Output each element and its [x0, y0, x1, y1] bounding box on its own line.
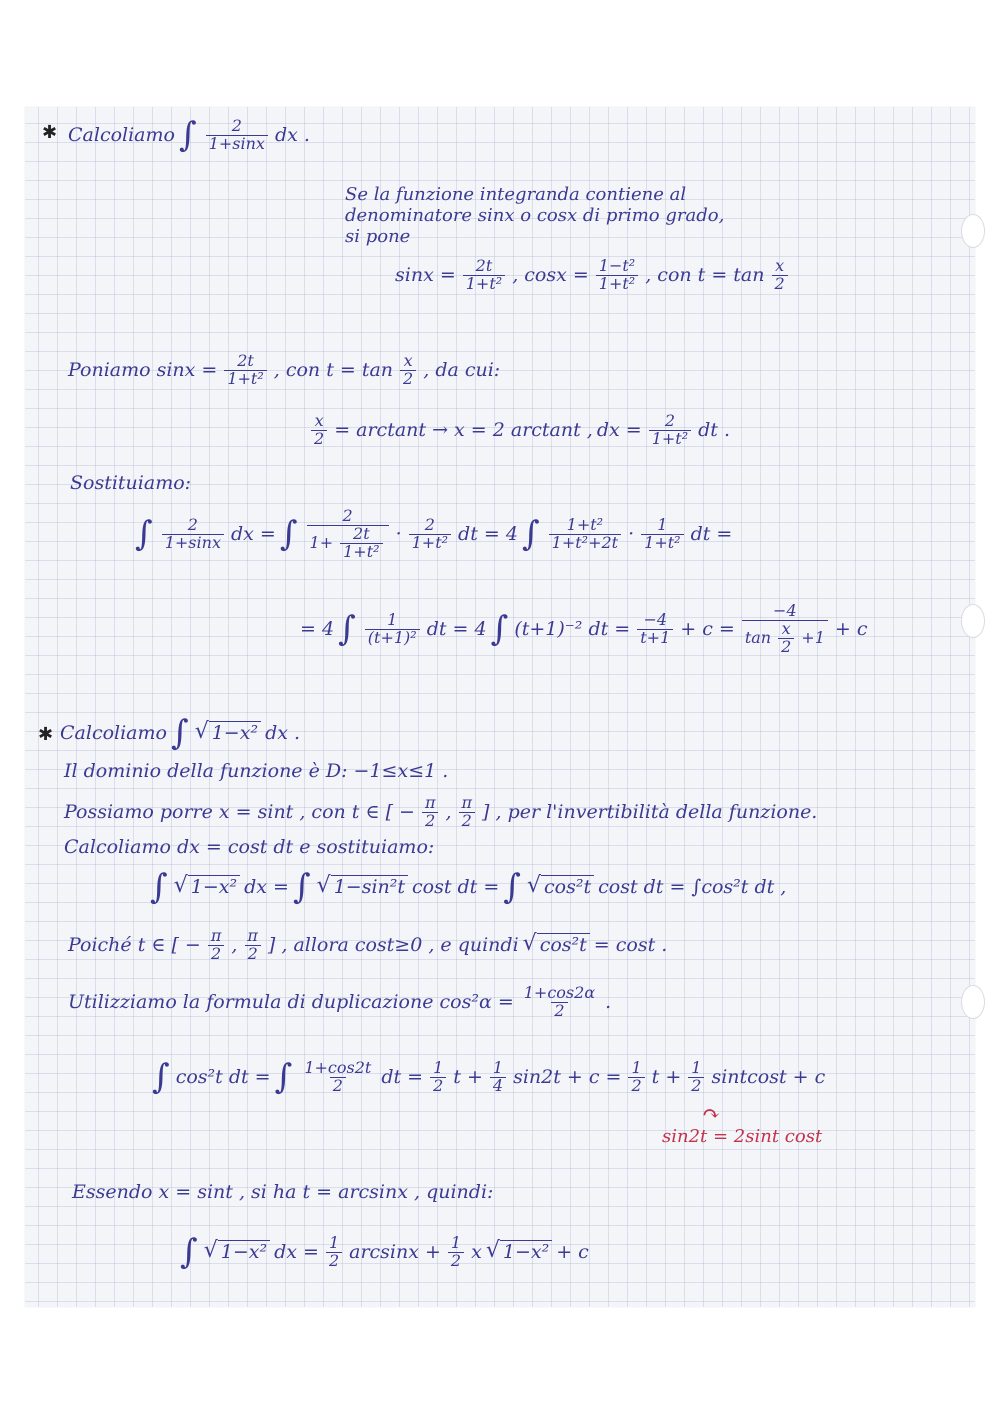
note-line-1: Se la funzione integranda contiene al — [345, 184, 687, 205]
essendo-line: Essendo x = sint , si ha t = arcsinx , quindi: — [72, 1181, 494, 1203]
poniamo-line: Poniamo sinx = $\frac{2t}{\text{1+t²}}$ , con t = tan $\frac{x}{2}$ , da cui: — [68, 351, 501, 388]
red-arrow-icon: ↷ — [702, 1102, 721, 1127]
binder-hole-middle — [961, 604, 985, 638]
integral-sign: ∫ — [178, 115, 197, 155]
substitution-line-2: = 4 ∫ $\frac{1}{\text{(t+1)²}}$ dt = 4 ∫ (t+1)⁻² dt = $\frac{-4}{t+1}$ + c = −4 tan $\frac{x}{2}$ +1 + c — [300, 601, 868, 656]
cos2-integral-line: ∫ cos²t dt = ∫ $\frac{1+\cos 2t}{2}$ dt = $\frac{1}{2}$ t + $\frac{1}{4}$ sin2t + c = $\frac{1}{2}$ t + $\frac{1}{2}$ sintcost + c — [152, 1057, 826, 1097]
binder-hole-top — [961, 214, 985, 248]
bullet-star-icon: ✱ — [38, 724, 54, 745]
binder-hole-bottom — [961, 985, 985, 1019]
arctan-line: $\frac{x}{2}$ = arctant → x = 2 arctant , dx = $\frac{2}{\text{1+t²}}$ dt . — [308, 413, 730, 448]
final-result-line: ∫ √ 1−x² dx = $\frac{1}{2}$ arcsinx + $\frac{1}{2}$ x √ 1−x² + c — [180, 1232, 589, 1272]
note-line-3: si pone — [345, 226, 411, 247]
calcoliamo-dx-line: Calcoliamo dx = cost dt e sostituiamo: — [64, 836, 435, 858]
fraction: $\frac{2}{1+\sin x}$ — [206, 118, 268, 153]
exercise-2-title: Calcoliamo ∫ √ 1−x² dx . — [60, 713, 301, 753]
substitution-line-1: ∫ $\frac{2}{1+\sin x}$ dx = ∫ 2 1+ $\frac{2t}{\text{1+t²}}$ · $\frac{2}{\text{1+t²}}$ dt = 4 ∫ $\frac{\text{1+t²}}{\text{1+t²+2t}}$ · $\frac{1}{\text{1+t²}}$ dt = — [135, 506, 733, 561]
possiamo-line: Possiamo porre x = sint , con t ∈ [ − $\frac{\pi}{2}$ , $\frac{\pi}{2}$ ] , per l'invertibilità della funzione. — [64, 793, 818, 830]
sostituiamo-label: Sostituiamo: — [70, 472, 192, 494]
note-line-2: denominatore sinx o cosx di primo grado, — [345, 205, 725, 226]
substitution-formulas: sinx = $\frac{2t}{\text{1+t²}}$ , cosx = $\frac{\text{1−t²}}{\text{1+t²}}$ , con t = tan $\frac{x}{2}$ — [395, 258, 791, 293]
exercise-1-title: Calcoliamo ∫ $\frac{2}{1+\sin x}$ dx . — [68, 115, 310, 155]
domain-line: Il dominio della funzione è D: −1≤x≤1 . — [64, 760, 449, 782]
bullet-star-icon: ✱ — [42, 122, 58, 143]
cos-substitution-line: ∫ √ 1−x² dx = ∫ √ 1−sin²t cost dt = ∫ √ cos²t cost dt = ∫cos²t dt , — [150, 867, 787, 907]
poiche-line: Poiché t ∈ [ − $\frac{\pi}{2}$ , $\frac{\pi}{2}$ ] , allora cost≥0 , e quindi √ cos²t = cost . — [68, 926, 668, 963]
duplication-formula-line: Utilizziamo la formula di duplicazione cos²α = $\frac{1+\cos 2\alpha}{2}$ . — [68, 983, 612, 1020]
red-identity-note: sin2t = 2sint cost — [662, 1126, 823, 1147]
